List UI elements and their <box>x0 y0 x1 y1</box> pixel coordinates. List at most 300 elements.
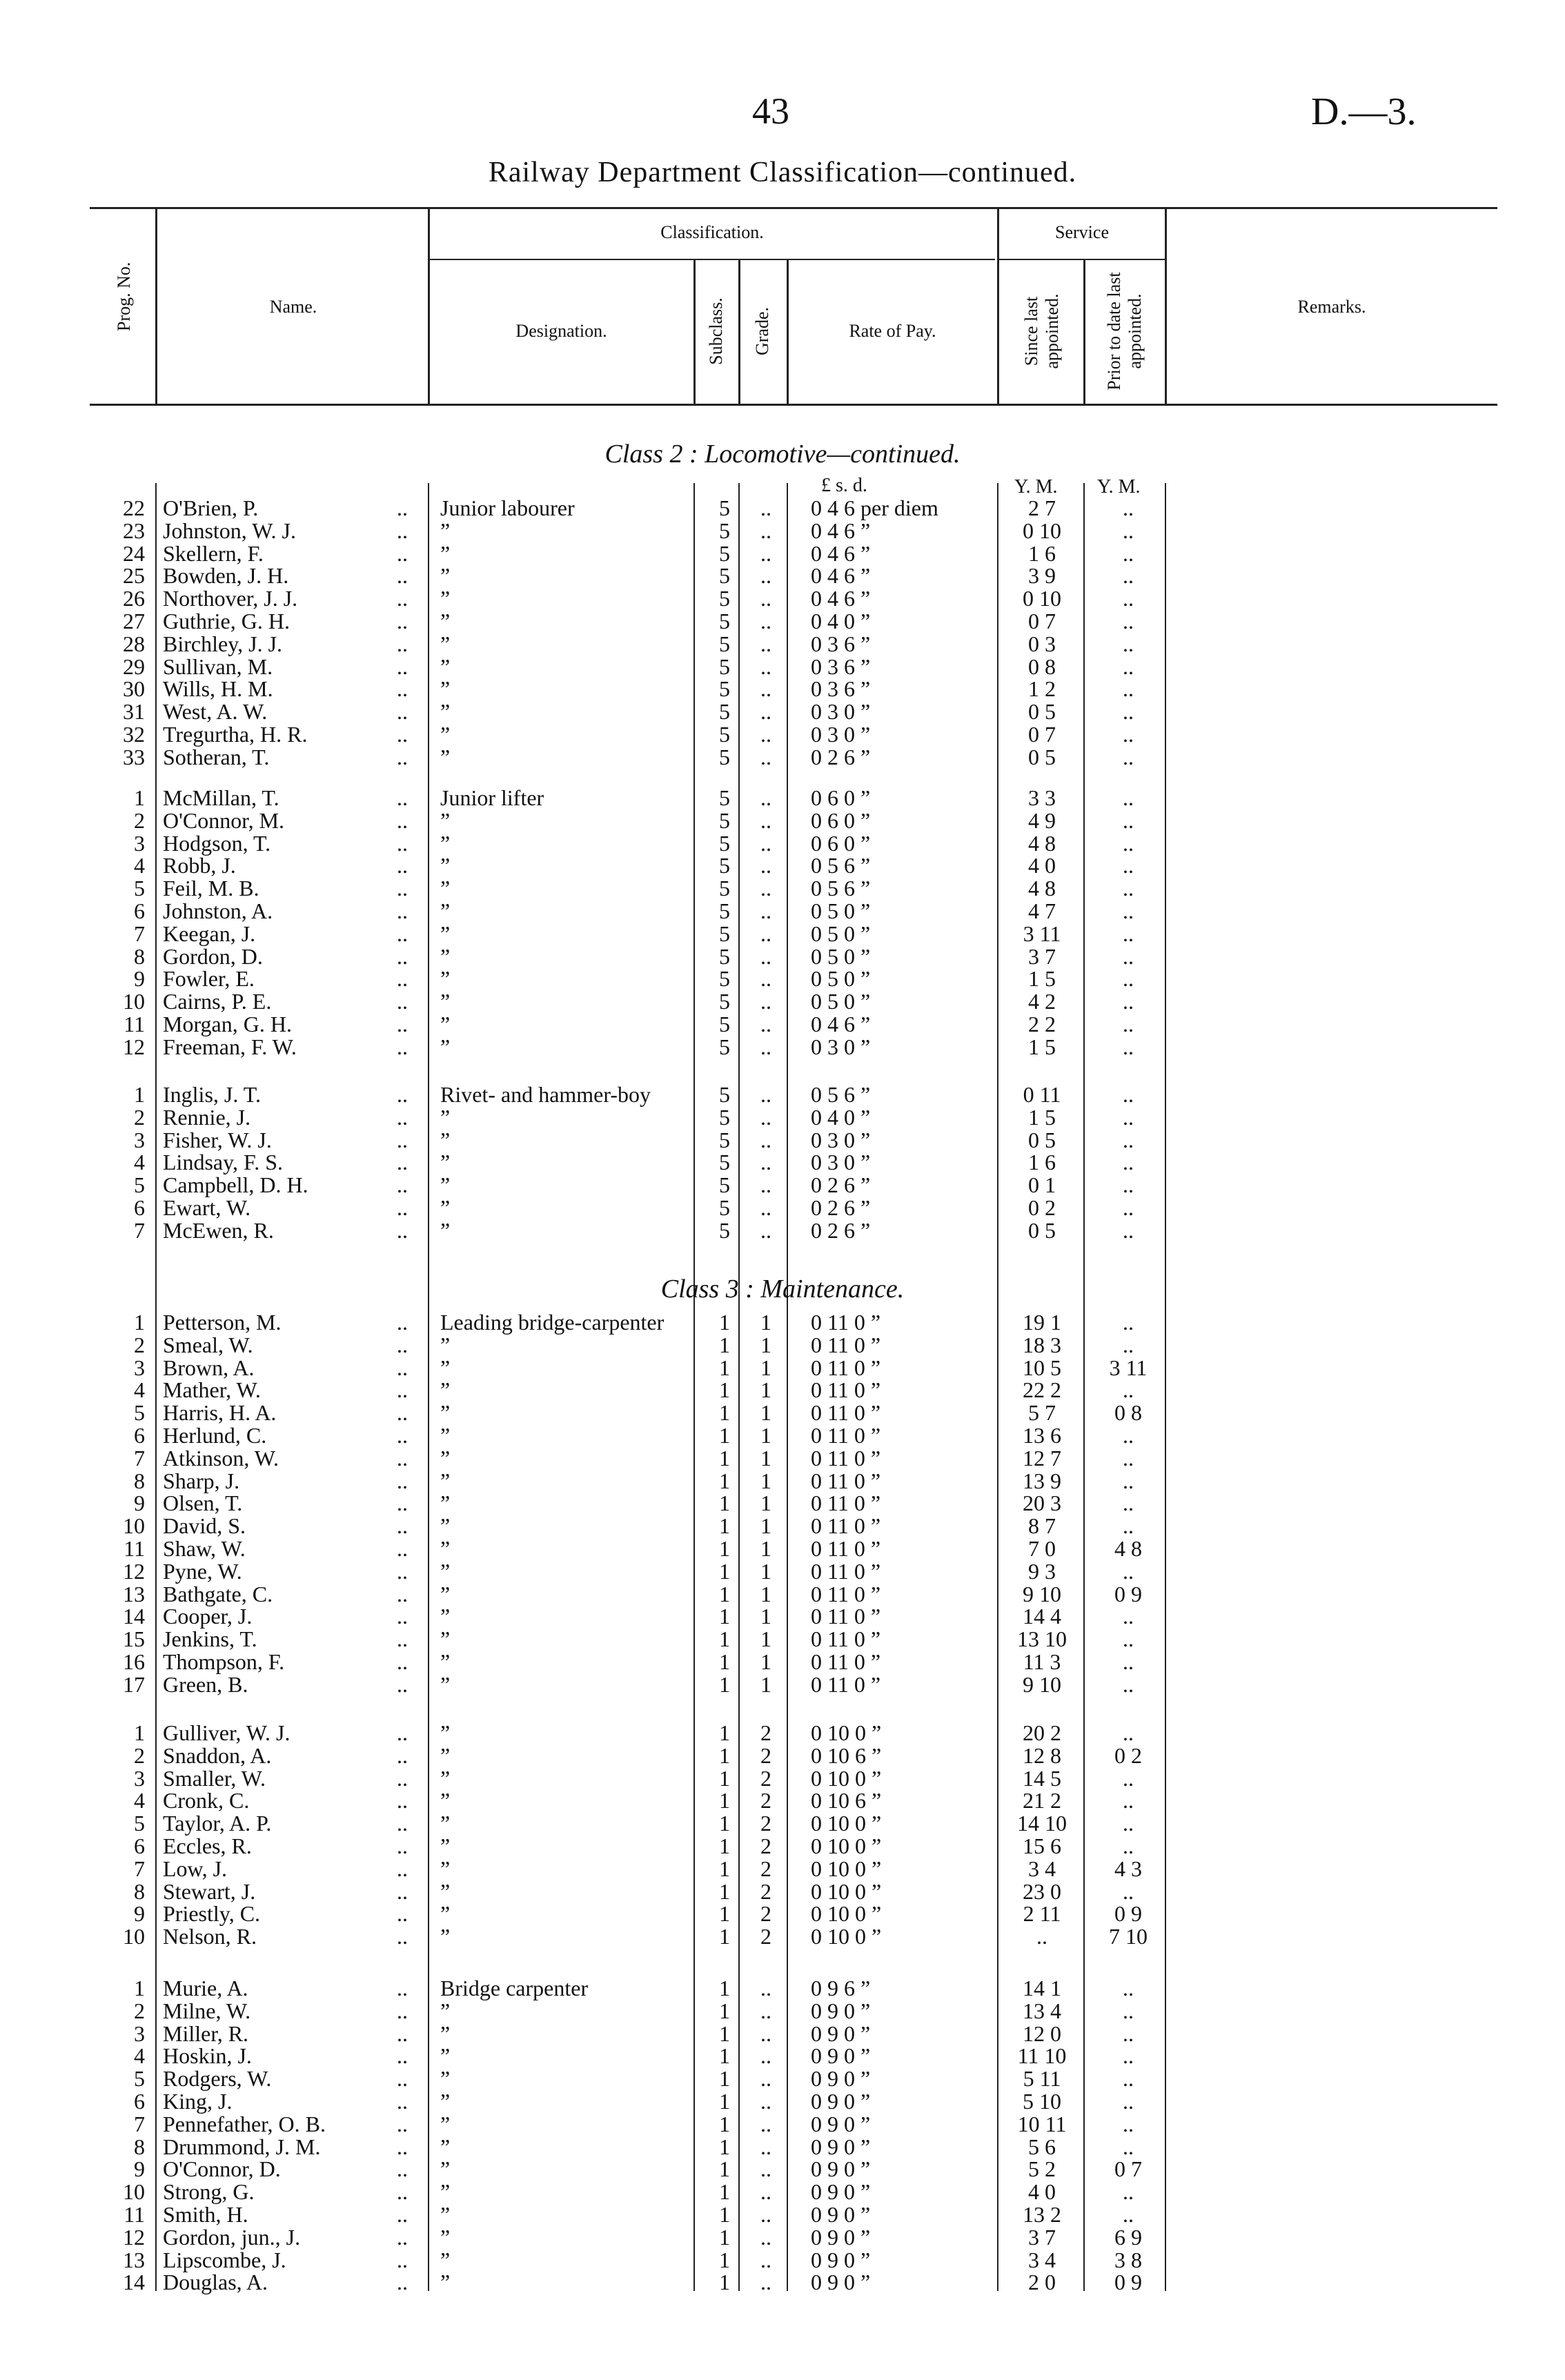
subclass-cell: 1 <box>719 1513 730 1539</box>
subclass-cell: 1 <box>719 1332 730 1357</box>
table-row <box>0 1492 1565 1514</box>
prior-to-date-cell: .. <box>1123 1377 1134 1403</box>
since-last-cell: 0 5 <box>1028 1217 1056 1243</box>
leader-dots: .. <box>397 2089 408 2114</box>
since-last-cell: 14 1 <box>1023 1976 1061 2000</box>
grade-cell: .. <box>760 2202 771 2227</box>
service-rule <box>999 259 1165 260</box>
grade-cell: .. <box>760 699 771 725</box>
designation-cell: ” <box>440 1104 451 1130</box>
rate-cell: 0 6 0 ” <box>811 807 871 833</box>
prior-to-date-cell: .. <box>1123 1172 1134 1198</box>
leader-dots: .. <box>397 2134 408 2159</box>
table-row <box>0 1129 1565 1151</box>
prog-no-cell: 4 <box>134 853 145 878</box>
grade-cell: .. <box>760 518 771 543</box>
designation-cell: ” <box>440 1513 451 1539</box>
table-row <box>0 2158 1565 2180</box>
prior-to-date-cell: .. <box>1123 1150 1134 1175</box>
designation-cell: ” <box>440 853 451 878</box>
subclass-cell: 5 <box>719 653 730 679</box>
grade-cell: 1 <box>760 1400 771 1426</box>
since-last-cell: 14 5 <box>1023 1765 1061 1791</box>
leader-dots: .. <box>397 1332 408 1357</box>
since-last-cell: 13 6 <box>1023 1423 1061 1448</box>
grade-cell: .. <box>760 609 771 633</box>
rate-cell: 0 11 0 ” <box>811 1536 881 1561</box>
table-row <box>0 520 1565 542</box>
table-row <box>0 854 1565 876</box>
prog-no-cell: 2 <box>134 1104 145 1130</box>
header-bottom-rule <box>90 404 1497 406</box>
designation-cell: ” <box>440 1998 451 2023</box>
prior-to-date-cell: .. <box>1123 495 1134 520</box>
prior-to-date-cell: .. <box>1123 2066 1134 2092</box>
rate-cell: 0 11 0 ” <box>811 1332 881 1357</box>
table-row <box>0 653 1565 679</box>
subclass-cell: 1 <box>719 1671 730 1697</box>
subclass-cell: 5 <box>719 744 730 769</box>
designation-cell: ” <box>440 1604 451 1629</box>
rate-cell: 0 11 0 ” <box>811 1558 881 1584</box>
since-last-cell: 13 10 <box>1017 1626 1067 1652</box>
since-last-cell: 5 7 <box>1028 1400 1056 1426</box>
grade-cell: 1 <box>760 1491 771 1516</box>
table-row <box>0 2271 1565 2293</box>
designation-cell: ” <box>440 631 451 656</box>
designation-cell: ” <box>440 1012 451 1036</box>
prior-to-date-cell: .. <box>1123 1468 1134 1493</box>
leader-dots: .. <box>397 1172 408 1198</box>
subclass-cell: 1 <box>719 1581 730 1606</box>
subclass-cell: 1 <box>719 1924 730 1949</box>
name-cell: Rodgers, W. <box>163 2066 272 2092</box>
prog-no-cell: 8 <box>134 943 145 969</box>
table-row <box>0 2113 1565 2135</box>
leader-dots: .. <box>397 1671 408 1697</box>
designation-cell: ” <box>440 830 451 856</box>
table-row <box>0 967 1565 990</box>
prior-to-date-cell: .. <box>1123 1332 1134 1357</box>
prior-to-date-cell: .. <box>1123 989 1134 1014</box>
name-cell: Priestly, C. <box>163 1901 261 1927</box>
prior-to-date-cell: .. <box>1123 1513 1134 1539</box>
prog-no-cell: 12 <box>123 1034 145 1059</box>
leader-dots: .. <box>397 2066 408 2092</box>
name-cell: Miller, R. <box>163 2020 249 2046</box>
designation-cell: Leading bridge-carpenter <box>440 1310 665 1335</box>
header-since-last: Since last appointed. <box>1021 293 1062 369</box>
subclass-cell: 1 <box>719 2224 730 2250</box>
designation-cell: ” <box>440 876 451 901</box>
table-row <box>0 2020 1565 2046</box>
since-last-cell: 13 9 <box>1023 1468 1061 1493</box>
prior-to-date-cell: .. <box>1123 921 1134 946</box>
name-cell: Inglis, J. T. <box>163 1082 261 1107</box>
rate-cell: 0 4 0 ” <box>811 1104 871 1130</box>
prior-to-date-cell: .. <box>1123 1445 1134 1471</box>
table-row <box>0 1515 1565 1537</box>
subclass-cell: 5 <box>719 1127 730 1152</box>
subclass-cell: 1 <box>719 2111 730 2136</box>
rate-cell: 0 9 0 ” <box>811 2247 871 2272</box>
name-cell: Bowden, J. H. <box>163 563 289 589</box>
prog-no-cell: 5 <box>134 1172 145 1198</box>
grade-cell: .. <box>760 2020 771 2046</box>
since-last-cell: 5 6 <box>1028 2134 1056 2159</box>
rate-cell: 0 5 6 ” <box>811 1082 871 1107</box>
leader-dots: .. <box>397 2202 408 2227</box>
subclass-cell: 1 <box>719 1468 730 1493</box>
prior-to-date-cell: .. <box>1123 586 1134 611</box>
prog-no-cell: 5 <box>134 1400 145 1426</box>
since-last-cell: 21 2 <box>1023 1788 1061 1813</box>
table-row <box>0 1880 1565 1902</box>
grade-cell: 2 <box>760 1924 771 1949</box>
grade-cell: 2 <box>760 1901 771 1927</box>
subclass-cell: 5 <box>719 1172 730 1198</box>
since-last-cell: 12 8 <box>1023 1742 1061 1768</box>
subclass-cell: 5 <box>719 1012 730 1036</box>
name-cell: Keegan, J. <box>163 921 256 946</box>
prog-no-cell: 2 <box>134 807 145 833</box>
designation-cell: Junior labourer <box>440 495 575 520</box>
designation-cell: ” <box>440 1649 451 1674</box>
prog-no-cell: 2 <box>134 1742 145 1768</box>
prog-no-cell: 6 <box>134 1195 145 1220</box>
name-cell: Sotheran, T. <box>163 744 270 769</box>
prog-no-cell: 9 <box>134 2156 145 2182</box>
prior-to-date-cell: 3 11 <box>1109 1355 1148 1380</box>
name-cell: O'Brien, P. <box>163 495 259 520</box>
name-cell: Hoskin, J. <box>163 2043 252 2069</box>
rate-cell: 0 3 6 ” <box>811 676 871 702</box>
leader-dots: .. <box>397 1491 408 1516</box>
prior-to-date-cell: .. <box>1123 1833 1134 1858</box>
table-row <box>0 1197 1565 1219</box>
table-row <box>0 1151 1565 1173</box>
designation-cell: ” <box>440 722 451 747</box>
table-row <box>0 1537 1565 1560</box>
prior-to-date-cell: .. <box>1123 2202 1134 2227</box>
name-cell: Atkinson, W. <box>163 1445 279 1471</box>
since-last-cell: 23 0 <box>1023 1878 1061 1904</box>
subclass-cell: 5 <box>719 1082 730 1107</box>
subclass-cell: 5 <box>719 1195 730 1220</box>
leader-dots: .. <box>397 2111 408 2136</box>
name-cell: Gordon, jun., J. <box>163 2224 301 2250</box>
prior-to-date-cell: .. <box>1123 1626 1134 1652</box>
since-last-cell: 13 2 <box>1023 2202 1061 2227</box>
name-cell: Lindsay, F. S. <box>163 1150 284 1175</box>
designation-cell: ” <box>440 921 451 946</box>
designation-cell: ” <box>440 1878 451 1904</box>
prior-to-date-cell: .. <box>1123 1604 1134 1629</box>
prior-to-date-cell: 6 9 <box>1114 2224 1142 2250</box>
rate-cell: 0 11 0 ” <box>811 1377 881 1403</box>
rate-cell: 0 5 0 ” <box>811 989 871 1014</box>
subclass-cell: 1 <box>719 1788 730 1813</box>
prog-no-cell: 28 <box>123 631 145 656</box>
subclass-cell: 5 <box>719 1104 730 1130</box>
since-last-cell: 11 3 <box>1023 1649 1061 1674</box>
since-last-cell: 0 8 <box>1028 653 1056 679</box>
grade-cell: 1 <box>760 1626 771 1652</box>
rate-cell: 0 3 0 ” <box>811 699 871 725</box>
since-last-cell: 8 7 <box>1028 1513 1056 1539</box>
table-row <box>0 1013 1565 1035</box>
prog-no-cell: 5 <box>134 876 145 901</box>
name-cell: McEwen, R. <box>163 1217 274 1243</box>
prior-to-date-cell: .. <box>1123 853 1134 878</box>
grade-cell: 2 <box>760 1765 771 1791</box>
prior-to-date-cell: 0 9 <box>1114 1901 1142 1927</box>
prior-to-date-cell: .. <box>1123 722 1134 747</box>
table-row <box>0 990 1565 1012</box>
name-cell: Murie, A. <box>163 1976 248 2000</box>
leader-dots: .. <box>397 1976 408 2000</box>
prog-no-cell: 10 <box>123 1924 145 1949</box>
designation-cell: ” <box>440 1377 451 1403</box>
rate-cell: 0 3 0 ” <box>811 1034 871 1059</box>
table-row <box>0 1470 1565 1492</box>
leader-dots: .. <box>397 2156 408 2182</box>
prior-to-date-cell: 7 10 <box>1109 1924 1148 1949</box>
grade-cell: .. <box>760 2224 771 2250</box>
leader-dots: .. <box>397 1195 408 1220</box>
prog-no-cell: 12 <box>123 2224 145 2250</box>
grade-cell: .. <box>760 540 771 566</box>
designation-cell: ” <box>440 2066 451 2092</box>
since-last-cell: 3 4 <box>1028 1856 1056 1881</box>
subclass-cell: 1 <box>719 2089 730 2114</box>
prog-no-cell: 7 <box>134 1445 145 1471</box>
rate-cell: 0 6 0 ” <box>811 785 871 810</box>
prog-no-cell: 8 <box>134 1468 145 1493</box>
prog-no-cell: 7 <box>134 1217 145 1243</box>
subclass-cell: 5 <box>719 807 730 833</box>
section-heading: Class 3 : Maintenance. <box>660 1275 905 1304</box>
leader-dots: .. <box>397 1355 408 1380</box>
rate-cell: 0 11 0 ” <box>811 1445 881 1471</box>
prog-no-cell: 11 <box>124 1536 145 1561</box>
designation-cell: ” <box>440 1833 451 1858</box>
rate-cell: 0 11 0 ” <box>811 1355 881 1380</box>
since-last-cell: 20 2 <box>1023 1720 1061 1745</box>
table-row <box>0 2090 1565 2112</box>
prior-units: Y. M. <box>1097 476 1141 498</box>
rate-cell: 0 9 0 ” <box>811 2179 871 2205</box>
grade-cell: .. <box>760 653 771 679</box>
leader-dots: .. <box>397 1377 408 1403</box>
prior-to-date-cell: .. <box>1123 2134 1134 2159</box>
leader-dots: .. <box>397 1104 408 1130</box>
subclass-cell: 1 <box>719 1445 730 1471</box>
prior-to-date-cell: .. <box>1123 609 1134 633</box>
leader-dots: .. <box>397 699 408 725</box>
since-last-cell: 9 10 <box>1023 1671 1061 1697</box>
header-service: Service <box>1055 222 1109 242</box>
prior-to-date-cell: .. <box>1123 1082 1134 1107</box>
leader-dots: .. <box>397 1012 408 1036</box>
designation-cell: ” <box>440 1034 451 1059</box>
leader-dots: .. <box>397 2224 408 2250</box>
prior-to-date-cell: .. <box>1123 1558 1134 1584</box>
leader-dots: .. <box>397 1082 408 1107</box>
designation-cell: ” <box>440 1355 451 1380</box>
table-row <box>0 1311 1565 1333</box>
rate-cell: 0 3 0 ” <box>811 1150 871 1175</box>
header-prog-no: Prog. No. <box>114 262 134 331</box>
rate-cell: 0 4 6 ” <box>811 1012 871 1036</box>
prior-to-date-cell: .. <box>1123 2020 1134 2046</box>
prog-no-cell: 12 <box>123 1558 145 1584</box>
designation-cell: ” <box>440 1400 451 1426</box>
classification-rule <box>429 259 995 260</box>
header-prior-to-date: Prior to date last appointed. <box>1104 272 1145 391</box>
rate-cell: 0 3 6 ” <box>811 653 871 679</box>
prior-to-date-cell: .. <box>1123 676 1134 702</box>
table-row <box>0 1357 1565 1379</box>
prior-to-date-cell: 4 3 <box>1114 1856 1142 1881</box>
prior-to-date-cell: .. <box>1123 1491 1134 1516</box>
name-cell: McMillan, T. <box>163 785 279 810</box>
leader-dots: .. <box>397 1536 408 1561</box>
subclass-cell: 5 <box>719 676 730 702</box>
leader-dots: .. <box>397 1649 408 1674</box>
subclass-cell: 1 <box>719 1491 730 1516</box>
leader-dots: .. <box>397 1034 408 1059</box>
since-last-cell: 1 2 <box>1028 676 1056 702</box>
grade-cell: 2 <box>760 1878 771 1904</box>
subclass-cell: 1 <box>719 1400 730 1426</box>
subclass-cell: 5 <box>719 966 730 992</box>
rate-cell: 0 10 0 ” <box>811 1901 882 1927</box>
name-cell: Drummond, J. M. <box>163 2134 321 2159</box>
subclass-cell: 1 <box>719 1976 730 2000</box>
table-row <box>0 1560 1565 1582</box>
grade-cell: .. <box>760 1127 771 1152</box>
rate-cell: 0 2 6 ” <box>811 1195 871 1220</box>
subclass-cell: 5 <box>719 1150 730 1175</box>
name-cell: Guthrie, G. H. <box>163 609 290 633</box>
rate-cell: 0 10 0 ” <box>811 1811 882 1836</box>
leader-dots: .. <box>397 1423 408 1448</box>
since-last-cell: 2 11 <box>1023 1901 1061 1927</box>
prior-to-date-cell: .. <box>1123 1310 1134 1335</box>
leader-dots: .. <box>397 722 408 747</box>
leader-dots: .. <box>397 1998 408 2023</box>
since-last-cell: 1 5 <box>1028 1104 1056 1130</box>
name-cell: O'Connor, M. <box>163 807 285 833</box>
rate-cell: 0 3 0 ” <box>811 722 871 747</box>
prog-no-cell: 4 <box>134 1377 145 1403</box>
subclass-cell: 1 <box>719 2043 730 2069</box>
designation-cell: ” <box>440 2111 451 2136</box>
subclass-cell: 5 <box>719 563 730 589</box>
prog-no-cell: 31 <box>123 699 145 725</box>
prog-no-cell: 11 <box>124 1012 145 1036</box>
name-cell: Thompson, F. <box>163 1649 285 1674</box>
table-row <box>0 2045 1565 2067</box>
since-last-cell: 20 3 <box>1023 1491 1061 1516</box>
name-cell: Feil, M. B. <box>163 876 259 901</box>
name-cell: Pennefather, O. B. <box>163 2111 326 2136</box>
leader-dots: .. <box>397 989 408 1014</box>
table-row <box>0 2000 1565 2022</box>
rate-cell: 0 10 0 ” <box>811 1924 882 1949</box>
prior-to-date-cell: 0 2 <box>1114 1742 1142 1768</box>
table-row <box>0 2136 1565 2158</box>
prog-no-cell: 6 <box>134 2089 145 2114</box>
subclass-cell: 1 <box>719 1856 730 1881</box>
grade-cell: .. <box>760 1082 771 1107</box>
prog-no-cell: 3 <box>134 1127 145 1152</box>
designation-cell: ” <box>440 2179 451 2205</box>
grade-cell: 1 <box>760 1310 771 1335</box>
subclass-cell: 5 <box>719 943 730 969</box>
leader-dots: .. <box>397 1445 408 1471</box>
leader-dots: .. <box>397 1788 408 1813</box>
prior-to-date-cell: .. <box>1123 830 1134 856</box>
name-cell: Lipscombe, J. <box>163 2247 286 2272</box>
subclass-cell: 1 <box>719 1604 730 1629</box>
since-last-cell: 11 10 <box>1017 2043 1067 2069</box>
designation-cell: ” <box>440 1626 451 1652</box>
rate-cell: 0 3 6 ” <box>811 631 871 656</box>
since-last-cell: 0 10 <box>1023 518 1061 543</box>
designation-cell: ” <box>440 609 451 633</box>
rate-cell: 0 6 0 ” <box>811 830 871 856</box>
subclass-cell: 1 <box>719 2066 730 2092</box>
name-cell: Gordon, D. <box>163 943 263 969</box>
prog-no-cell: 7 <box>134 1856 145 1881</box>
name-cell: Herlund, C. <box>163 1423 267 1448</box>
prog-no-cell: 7 <box>134 921 145 946</box>
grade-cell: .. <box>760 1172 771 1198</box>
since-last-cell: 4 8 <box>1028 876 1056 901</box>
prior-to-date-cell: .. <box>1123 1788 1134 1813</box>
designation-cell: ” <box>440 586 451 611</box>
rate-cell: 0 11 0 ” <box>811 1468 881 1493</box>
name-cell: Sullivan, M. <box>163 653 273 679</box>
prog-no-cell: 6 <box>134 898 145 923</box>
designation-cell: ” <box>440 989 451 1014</box>
name-cell: Mather, W. <box>163 1377 261 1403</box>
leader-dots: .. <box>397 586 408 611</box>
rate-cell: 0 5 0 ” <box>811 898 871 923</box>
prog-no-cell: 27 <box>123 609 145 633</box>
name-cell: Johnston, A. <box>163 898 273 923</box>
rate-cell: 0 2 6 ” <box>811 1172 871 1198</box>
grade-cell: 1 <box>760 1468 771 1493</box>
table-row <box>0 809 1565 832</box>
rate-cell: 0 10 0 ” <box>811 1833 882 1858</box>
name-cell: Skellern, F. <box>163 540 264 566</box>
rate-cell: 0 11 0 ” <box>811 1310 881 1335</box>
subclass-cell: 1 <box>719 1720 730 1745</box>
grade-cell: .. <box>760 2134 771 2159</box>
grade-cell: 1 <box>760 1649 771 1674</box>
leader-dots: .. <box>397 966 408 992</box>
since-units: Y. M. <box>1014 476 1058 498</box>
prior-to-date-cell: .. <box>1123 2089 1134 2114</box>
name-cell: Nelson, R. <box>163 1924 257 1949</box>
subclass-cell: 1 <box>719 1310 730 1335</box>
prior-to-date-cell: .. <box>1123 744 1134 769</box>
designation-cell: ” <box>440 2202 451 2227</box>
subclass-cell: 1 <box>719 1878 730 1904</box>
